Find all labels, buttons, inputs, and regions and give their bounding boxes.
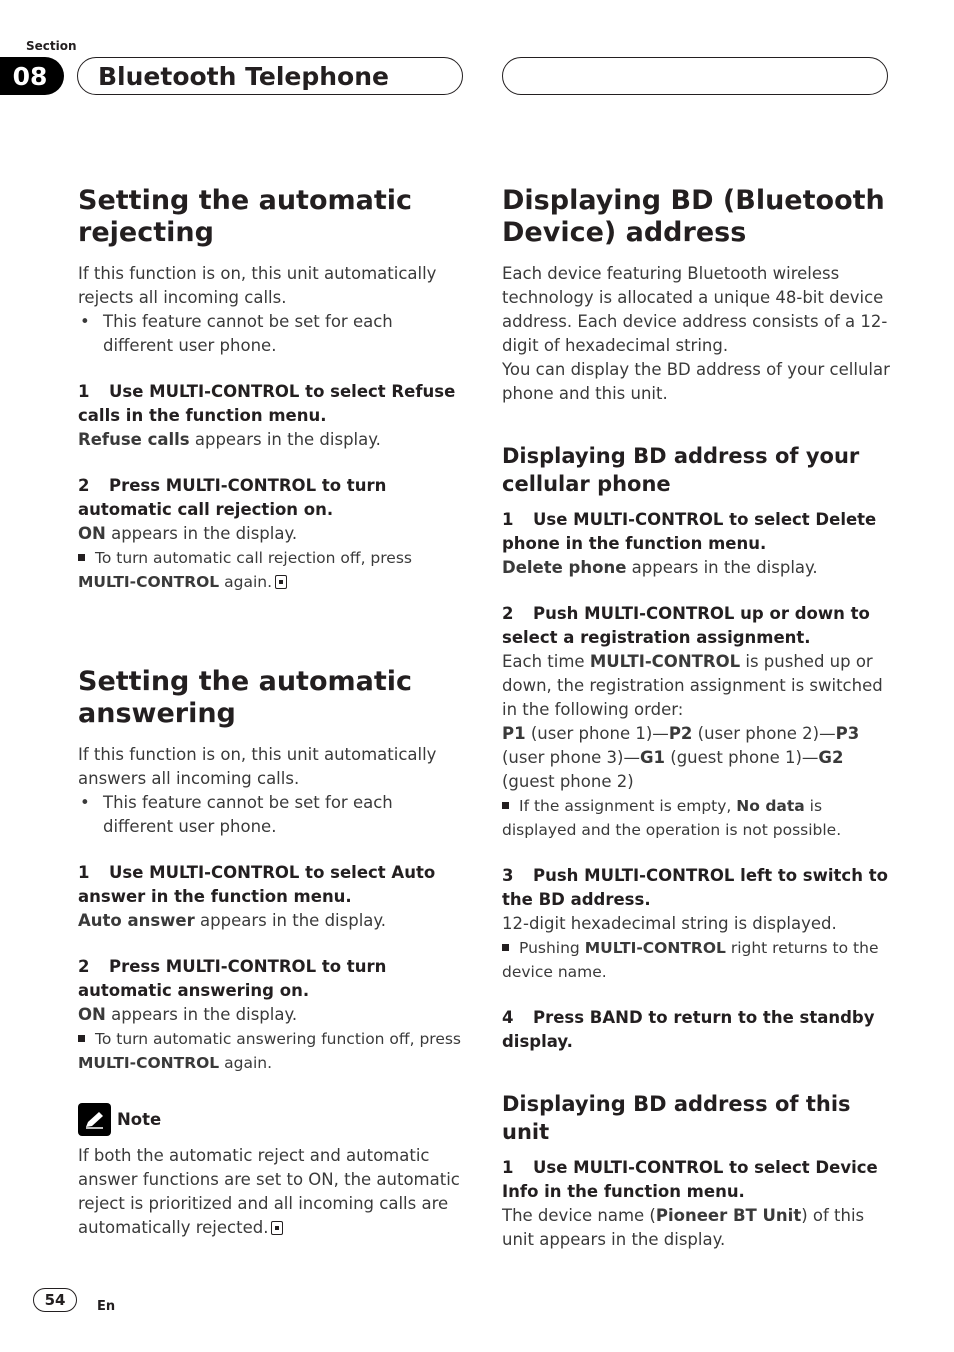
- square-bullet-icon: [502, 944, 509, 951]
- section-label: Section: [26, 39, 77, 53]
- cellular-step-2-desc: Each time MULTI-CONTROL is pushed up or down, the registration assignment is switched in the following order:: [502, 652, 883, 719]
- cellular-step-3-note: Pushing MULTI-CONTROL right returns to the device name.: [502, 939, 879, 981]
- rejecting-bullet: • This feature cannot be set for each different user phone.: [78, 310, 466, 358]
- answering-step-2: 2 Press MULTI-CONTROL to turn automatic answering on.: [78, 957, 387, 1000]
- cellular-step-4: 4 Press BAND to return to the standby display.: [502, 1008, 875, 1051]
- square-bullet-icon: [502, 802, 509, 809]
- cellular-step-1-result: Delete phone appears in the display.: [502, 558, 818, 577]
- cellular-step-3: 3 Push MULTI-CONTROL left to switch to the BD address.: [502, 866, 888, 909]
- language-label: En: [97, 1299, 116, 1314]
- rejecting-step-1: 1 Use MULTI-CONTROL to select Refuse calls in the function menu.: [78, 382, 456, 425]
- note-label: Note: [117, 1109, 162, 1129]
- heading-automatic-rejecting: Setting the automatic rejecting: [78, 185, 413, 248]
- bd-intro-2: You can display the BD address of your cellular phone and this unit.: [502, 360, 890, 403]
- cellular-step-3-result: 12-digit hexadecimal string is displayed.: [502, 914, 837, 933]
- rejecting-step-2: 2 Press MULTI-CONTROL to turn automatic call rejection on.: [78, 476, 387, 519]
- page-number: 54: [33, 1288, 77, 1312]
- left-column: [78, 185, 466, 1240]
- rejecting-intro: If this function is on, this unit automatically rejects all incoming calls.: [78, 264, 437, 307]
- unit-step-1: 1 Use MULTI-CONTROL to select Device Info in the function menu.: [502, 1158, 878, 1201]
- rejecting-step-2-note: To turn automatic call rejection off, press MULTI-CONTROL again.: [78, 549, 412, 591]
- registration-order: P1 (user phone 1)—P2 (user phone 2)—P3 (user phone 3)—G1 (guest phone 1)—G2 (guest phone 2): [502, 724, 860, 791]
- section-subtitle-box: [502, 57, 888, 95]
- heading-displaying-bd-address: Displaying BD (Bluetooth Device) address: [502, 185, 885, 248]
- section-title: Bluetooth Telephone: [77, 57, 463, 95]
- answering-step-2-note: To turn automatic answering function off, press MULTI-CONTROL again.: [78, 1030, 462, 1072]
- heading-bd-cellular: Displaying BD address of your cellular phone: [502, 444, 860, 496]
- section-number-badge: 08: [0, 57, 64, 95]
- square-bullet-icon: [78, 554, 85, 561]
- rejecting-step-1-result: Refuse calls appears in the display.: [78, 430, 381, 449]
- unit-step-1-result: The device name (Pioneer BT Unit) of this unit appears in the display.: [502, 1206, 865, 1249]
- right-column: [502, 185, 890, 1252]
- answering-intro: If this function is on, this unit automatically answers all incoming calls.: [78, 745, 437, 788]
- heading-automatic-answering: Setting the automatic answering: [78, 666, 413, 729]
- note-header: [78, 1103, 466, 1136]
- rejecting-step-2-result: ON appears in the display.: [78, 524, 298, 543]
- note-text: If both the automatic reject and automatic answer functions are set to ON, the automatic reject is prioritized and all incoming calls are automatically rejected.: [78, 1146, 460, 1237]
- cellular-step-1: 1 Use MULTI-CONTROL to select Delete phone in the function menu.: [502, 510, 877, 553]
- bd-intro-1: Each device featuring Bluetooth wireless technology is allocated a unique 48-bit device address. Each device address consists of a 12-digit of hexadecimal string.: [502, 264, 888, 355]
- cellular-step-2: 2 Push MULTI-CONTROL up or down to select a registration assignment.: [502, 604, 870, 647]
- answering-step-1: 1 Use MULTI-CONTROL to select Auto answer in the function menu.: [78, 863, 436, 906]
- end-mark-icon: [271, 1221, 283, 1235]
- pencil-note-icon: [78, 1103, 111, 1136]
- square-bullet-icon: [78, 1035, 85, 1042]
- answering-step-1-result: Auto answer appears in the display.: [78, 911, 387, 930]
- answering-step-2-result: ON appears in the display.: [78, 1005, 298, 1024]
- cellular-step-2-note: If the assignment is empty, No data is displayed and the operation is not possible.: [502, 797, 842, 839]
- end-mark-icon: [275, 575, 287, 589]
- answering-bullet: • This feature cannot be set for each different user phone.: [78, 791, 466, 839]
- heading-bd-this-unit: Displaying BD address of this unit: [502, 1092, 851, 1144]
